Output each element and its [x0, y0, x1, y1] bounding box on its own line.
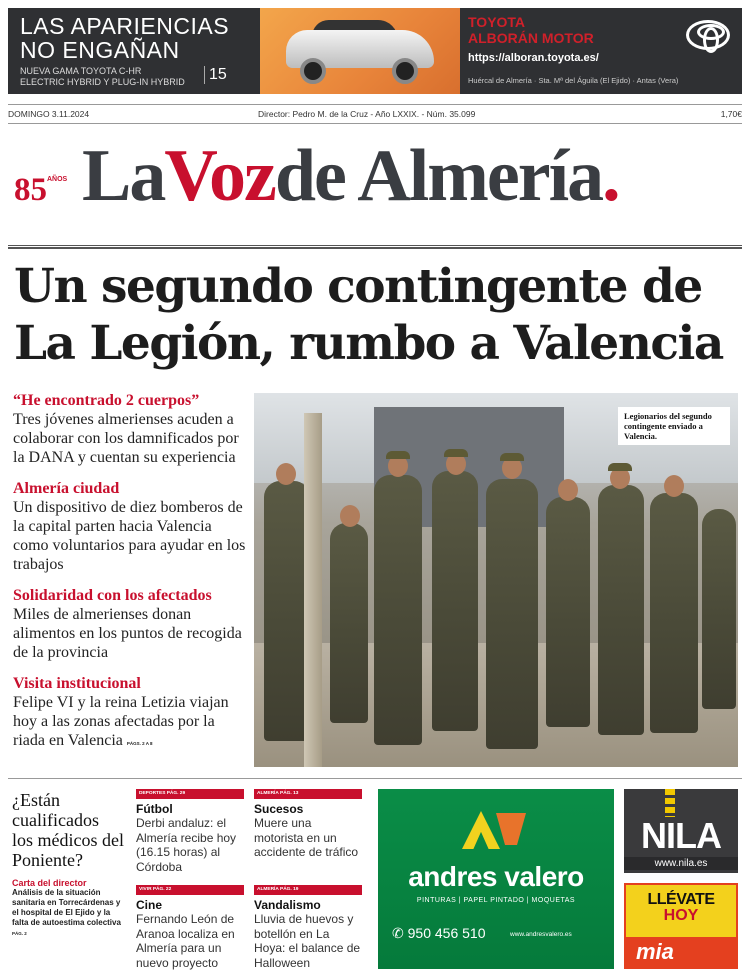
brief-text: Derbi andaluz: el Almería recibe hoy (16.15 horas) al Córdoba — [136, 816, 237, 874]
issue-date: DOMINGO 3.11.2024 — [8, 109, 90, 119]
mia-logo: mia — [626, 937, 736, 967]
newspaper-logo[interactable] — [82, 134, 619, 219]
brief-item[interactable] — [254, 789, 362, 860]
ad-tagline: LAS APARIENCIAS NO ENGAÑAN — [20, 13, 230, 63]
photo-tree — [304, 413, 322, 767]
ad-brand-1: TOYOTA — [468, 14, 526, 30]
story-kicker: Visita institucional — [13, 675, 141, 692]
soldier-head — [558, 479, 578, 501]
andres-valero-advertisement[interactable] — [378, 789, 614, 969]
soldier-cap — [444, 449, 468, 457]
story-kicker: Solidaridad con los afectados — [13, 587, 212, 604]
carta-text — [12, 888, 124, 939]
brief-item[interactable] — [136, 885, 244, 970]
brief-item[interactable] — [136, 789, 244, 874]
ad-subline-1: NUEVA GAMA TOYOTA C-HR — [20, 66, 142, 76]
soldier-figure — [374, 475, 422, 745]
mia-line-1: LLÉVATE — [647, 891, 715, 908]
ad-brand-2: ALBORÁN MOTOR — [468, 30, 594, 46]
story-text-body: Felipe VI y la reina Letizia viajan hoy a las zonas afectadas por la riada en Valencia — [13, 694, 229, 749]
story-text: Miles de almerienses donan alimentos en los puntos de recogida de la provincia — [13, 606, 242, 661]
road-icon — [665, 789, 675, 817]
logo-voz: Voz — [164, 135, 275, 217]
opinion-column[interactable] — [12, 790, 124, 939]
ad-badge-number: 15 — [209, 66, 227, 83]
masthead-rule — [8, 245, 742, 249]
mia-line-2: HOY — [663, 907, 699, 924]
valero-subtitle: PINTURAS | PAPEL PINTADO | MOQUETAS — [416, 897, 576, 904]
dateline — [8, 104, 742, 124]
soldier-figure — [702, 509, 736, 709]
brief-text: Fernando León de Aranoa localiza en Almería para un nuevo proyecto — [136, 912, 235, 970]
story-item[interactable] — [13, 675, 247, 753]
soldier-figure — [650, 493, 698, 733]
nila-advertisement[interactable] — [624, 789, 738, 873]
legionnaires-photo[interactable] — [254, 393, 738, 767]
soldier-figure — [330, 523, 368, 723]
brief-title: Fútbol — [136, 802, 173, 816]
brief-title: Sucesos — [254, 802, 304, 816]
logo-dot: . — [602, 135, 619, 217]
valero-name: andres valero — [408, 861, 584, 892]
soldier-figure — [432, 471, 478, 731]
car-wheel-front — [300, 58, 326, 84]
logo-de-almeria: de Almería — [274, 135, 603, 217]
carta-body: Análisis de la situación sanitaria en Torrecárdenas y el hospital de El Ejido y la falta de autoestima colectiva — [12, 888, 121, 927]
anniversary-label: AÑOS — [47, 176, 68, 183]
soldier-cap — [500, 453, 524, 461]
nila-logo: NILA — [641, 815, 721, 856]
story-text: Un dispositivo de diez bomberos de la capital parten hacia Valencia como voluntarios para ayudar en los trabajos — [13, 499, 246, 573]
anniversary-badge — [14, 172, 67, 209]
story-item[interactable] — [13, 587, 247, 662]
story-kicker: “He encontrado 2 cuerpos” — [13, 392, 200, 409]
section-divider — [8, 778, 742, 779]
ad-locations: Huércal de Almería · Sta. Mª del Águila (El Ejido) · Antas (Vera) — [468, 76, 679, 85]
story-kicker: Almería ciudad — [13, 480, 120, 497]
mia-advertisement[interactable] — [624, 883, 738, 969]
story-item[interactable] — [13, 392, 247, 467]
logo-la: La — [82, 135, 165, 217]
story-page-ref: PÁGS. 2 A 8 — [126, 741, 153, 746]
brief-section-tag: VIVIR PÁG. 22 — [136, 885, 244, 895]
ad-url[interactable]: https://alboran.toyota.es/ — [468, 52, 599, 64]
photo-caption: Legionarios del segundo contingente enviado a Valencia. — [618, 407, 730, 445]
ad-warranty-badge — [204, 66, 227, 84]
brief-title: Vandalismo — [254, 898, 321, 912]
brief-text: Lluvia de huevos y botellón en La Hoya: el balance de Halloween — [254, 912, 361, 970]
valero-phone — [392, 925, 485, 942]
soldier-head — [276, 463, 296, 485]
side-stories — [13, 392, 247, 766]
director-info: Director: Pedro M. de la Cruz - Año LXXIX. - Núm. 35.099 — [258, 109, 476, 119]
valero-phone-number: 950 456 510 — [407, 925, 486, 941]
story-text: Tres jóvenes almerienses acuden a colaborar con los damnificados por la DANA y cuentan su experiencia — [13, 411, 239, 466]
brief-title: Cine — [136, 898, 163, 912]
toyota-advertisement[interactable] — [8, 8, 742, 94]
soldier-head — [664, 475, 684, 497]
car-image — [260, 8, 460, 94]
soldier-figure — [598, 485, 644, 735]
issue-price: 1,70€ — [720, 109, 742, 119]
nila-web: www.nila.es — [624, 857, 738, 870]
opinion-question: ¿Están cualificados los médicos del Poniente? — [12, 790, 124, 870]
brief-text: Muere una motorista en un accidente de tráfico — [254, 816, 359, 859]
carta-label: Carta del director — [12, 878, 87, 888]
carta-page-ref: PÁG. 2 — [12, 931, 27, 936]
valero-web[interactable]: www.andresvalero.es — [510, 931, 572, 938]
brief-item[interactable] — [254, 885, 362, 970]
story-text — [13, 693, 247, 753]
valero-logo-icon — [462, 811, 500, 849]
soldier-cap — [386, 451, 410, 459]
phone-icon: ✆ — [392, 925, 408, 941]
valero-paint-bucket-icon — [496, 813, 526, 845]
main-headline[interactable]: Un segundo contingente de La Legión, rumbo a Valencia — [14, 259, 723, 371]
ad-subline-2: ELECTRIC HYBRID Y PLUG-IN HYBRID — [20, 77, 185, 87]
soldier-cap — [608, 463, 632, 471]
brief-section-tag: ALMERÍA PÁG. 13 — [254, 789, 362, 799]
toyota-logo-icon — [686, 20, 730, 50]
anniversary-number: 85 — [14, 172, 47, 208]
soldier-figure — [546, 497, 590, 727]
car-wheel-rear — [392, 58, 418, 84]
soldier-head — [340, 505, 360, 527]
brief-section-tag: ALMERÍA PÁG. 19 — [254, 885, 362, 895]
story-item[interactable] — [13, 480, 247, 574]
brief-section-tag: DEPORTES PÁG. 29 — [136, 789, 244, 799]
soldier-figure — [486, 479, 538, 749]
masthead — [8, 130, 742, 236]
